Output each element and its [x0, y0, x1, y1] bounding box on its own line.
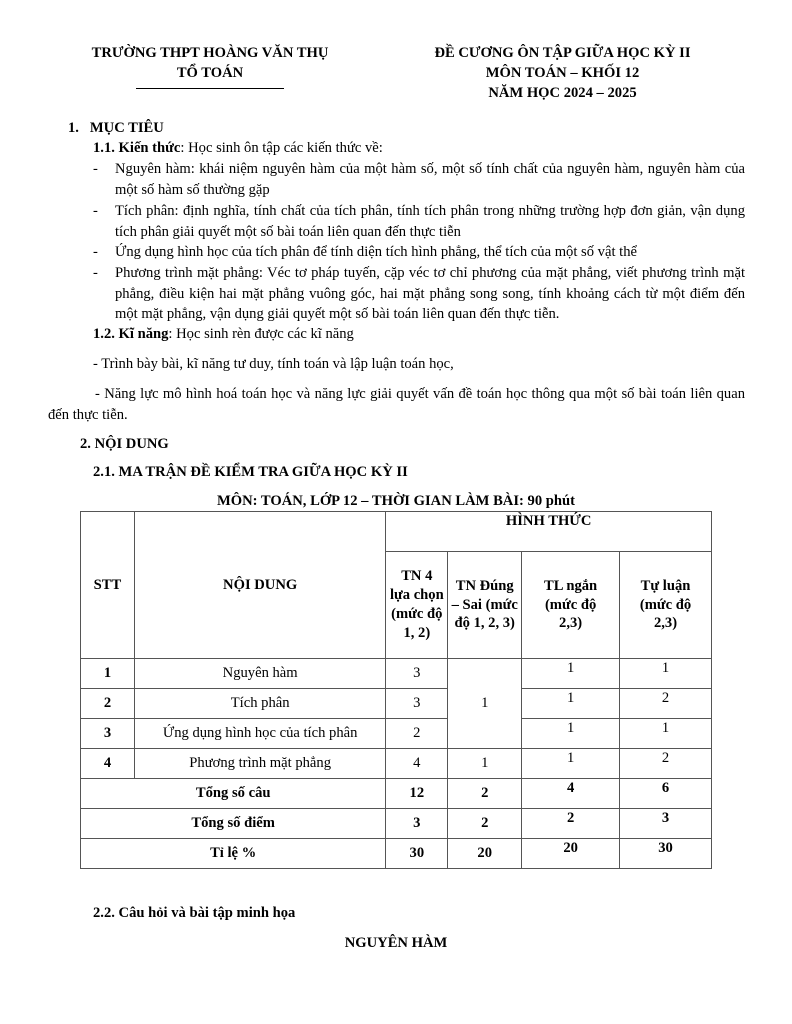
row-tnds: 1	[448, 749, 522, 779]
total-tl: 6	[620, 779, 712, 809]
bullet-marker: -	[93, 244, 98, 260]
school-header	[80, 44, 340, 89]
school-year: NĂM HỌC 2024 – 2025	[488, 84, 637, 101]
header-essay: Tự luận (mức độ 2,3)	[620, 552, 712, 659]
document-header	[395, 44, 730, 104]
total-tl: 30	[620, 839, 712, 869]
row-tln: 1	[522, 689, 620, 719]
total-tnds: 20	[448, 839, 522, 869]
row-tn4: 2	[386, 719, 448, 749]
total-tnds: 2	[448, 809, 522, 839]
row-tl: 1	[620, 719, 712, 749]
total-tln: 20	[522, 839, 620, 869]
total-tnds: 2	[448, 779, 522, 809]
skills-item: - Trình bày bài, kĩ năng tư duy, tính toán và lập luận toán học,	[93, 356, 454, 372]
total-tn4: 3	[386, 809, 448, 839]
subject-line: MÔN TOÁN – KHỐI 12	[485, 64, 640, 81]
skills-intro: : Học sinh rèn được các kĩ năng	[168, 326, 354, 342]
header-underline	[136, 88, 284, 89]
total-tln: 2	[522, 809, 620, 839]
skills-heading	[93, 324, 354, 345]
section-1-number: 1.	[68, 120, 79, 136]
row-tn4: 3	[386, 689, 448, 719]
row-content: Ứng dụng hình học của tích phân	[134, 719, 385, 749]
row-tln: 1	[522, 749, 620, 779]
header-tn-4-choices: TN 4 lựa chọn (mức độ 1, 2)	[386, 552, 448, 659]
row-tnds-merged: 1	[448, 659, 522, 749]
knowledge-heading	[93, 138, 383, 159]
row-tln: 1	[522, 719, 620, 749]
skills-item: - Năng lực mô hình hoá toán học và năng lực giải quyết vấn đề toán học thông qua một số bài toán liên quan đến thực tiễn.	[48, 386, 745, 423]
row-content: Tích phân	[134, 689, 385, 719]
knowledge-item: Tích phân: định nghĩa, tính chất của tích phân, tính tích phân trong những trường hợp đơn giản, vận dụng tích phân giải quyết một số bài toán liên quan đến thực tiễn	[115, 203, 745, 240]
row-tl: 1	[620, 659, 712, 689]
document-title: ĐỀ CƯƠNG ÔN TẬP GIỮA HỌC KỲ II	[434, 45, 691, 61]
skills-label: 1.2. Kĩ năng	[93, 326, 169, 342]
bullet-marker: -	[93, 265, 98, 281]
header-short-answer: TL ngắn (mức độ 2,3)	[522, 552, 620, 659]
section-1-heading	[68, 118, 164, 139]
header-form: HÌNH THỨC	[386, 512, 712, 552]
knowledge-item: Phương trình mặt phẳng: Véc tơ pháp tuyến, cặp véc tơ chỉ phương của mặt phẳng, viết phương trình mặt phẳng, điều kiện hai mặt phẳng vuông góc, hai mặt phẳng song song, tính khoảng cách từ một điểm đến một mặt phẳng, vận dụng giải quyết một số bài toán liên quan đến thực tiễn.	[115, 265, 745, 323]
header-content: NỘI DUNG	[134, 512, 385, 659]
table-row	[81, 689, 712, 719]
knowledge-intro: : Học sinh ôn tập các kiến thức về:	[180, 140, 383, 156]
total-tln: 4	[522, 779, 620, 809]
table-header-row	[81, 512, 712, 552]
table-row	[81, 749, 712, 779]
header-stt: STT	[81, 512, 135, 659]
total-tl: 3	[620, 809, 712, 839]
header-tn-true-false: TN Đúng – Sai (mức độ 1, 2, 3)	[448, 552, 522, 659]
row-tl: 2	[620, 749, 712, 779]
total-label: Tổng số điểm	[81, 809, 386, 839]
total-tn4: 12	[386, 779, 448, 809]
table-row	[81, 659, 712, 689]
total-label: Tổng số câu	[81, 779, 386, 809]
row-tl: 2	[620, 689, 712, 719]
department-name: TỔ TOÁN	[176, 64, 244, 81]
row-tln: 1	[522, 659, 620, 689]
row-stt: 2	[81, 689, 135, 719]
total-row	[81, 839, 712, 869]
examples-heading: 2.2. Câu hỏi và bài tập minh họa	[93, 905, 296, 921]
row-tn4: 3	[386, 659, 448, 689]
total-tn4: 30	[386, 839, 448, 869]
total-row	[81, 809, 712, 839]
topic-heading: NGUYÊN HÀM	[344, 935, 448, 951]
bullet-marker: -	[93, 161, 98, 177]
table-row	[81, 719, 712, 749]
table-caption: MÔN: TOÁN, LỚP 12 – THỜI GIAN LÀM BÀI: 90 phút	[216, 493, 575, 509]
knowledge-item: Ứng dụng hình học của tích phân để tính diện tích hình phẳng, thể tích của một số vật thể	[115, 244, 637, 260]
row-stt: 4	[81, 749, 135, 779]
row-content: Phương trình mặt phẳng	[134, 749, 385, 779]
knowledge-item: Nguyên hàm: khái niệm nguyên hàm của một hàm số, một số tính chất của nguyên hàm, nguyên hàm của một số hàm số thường gặp	[115, 161, 745, 198]
section-2-heading: 2. NỘI DUNG	[80, 436, 169, 452]
exam-matrix-table	[80, 511, 712, 869]
total-label: Tỉ lệ %	[81, 839, 386, 869]
school-name: TRƯỜNG THPT HOÀNG VĂN THỤ	[91, 45, 329, 61]
row-tn4: 4	[386, 749, 448, 779]
knowledge-label: 1.1. Kiến thức	[93, 140, 181, 156]
matrix-heading: 2.1. MA TRẬN ĐỀ KIỂM TRA GIỮA HỌC KỲ II	[93, 464, 408, 480]
bullet-marker: -	[93, 203, 98, 219]
section-1-title: MỤC TIÊU	[89, 120, 164, 136]
row-content: Nguyên hàm	[134, 659, 385, 689]
total-row	[81, 779, 712, 809]
row-stt: 3	[81, 719, 135, 749]
row-stt: 1	[81, 659, 135, 689]
